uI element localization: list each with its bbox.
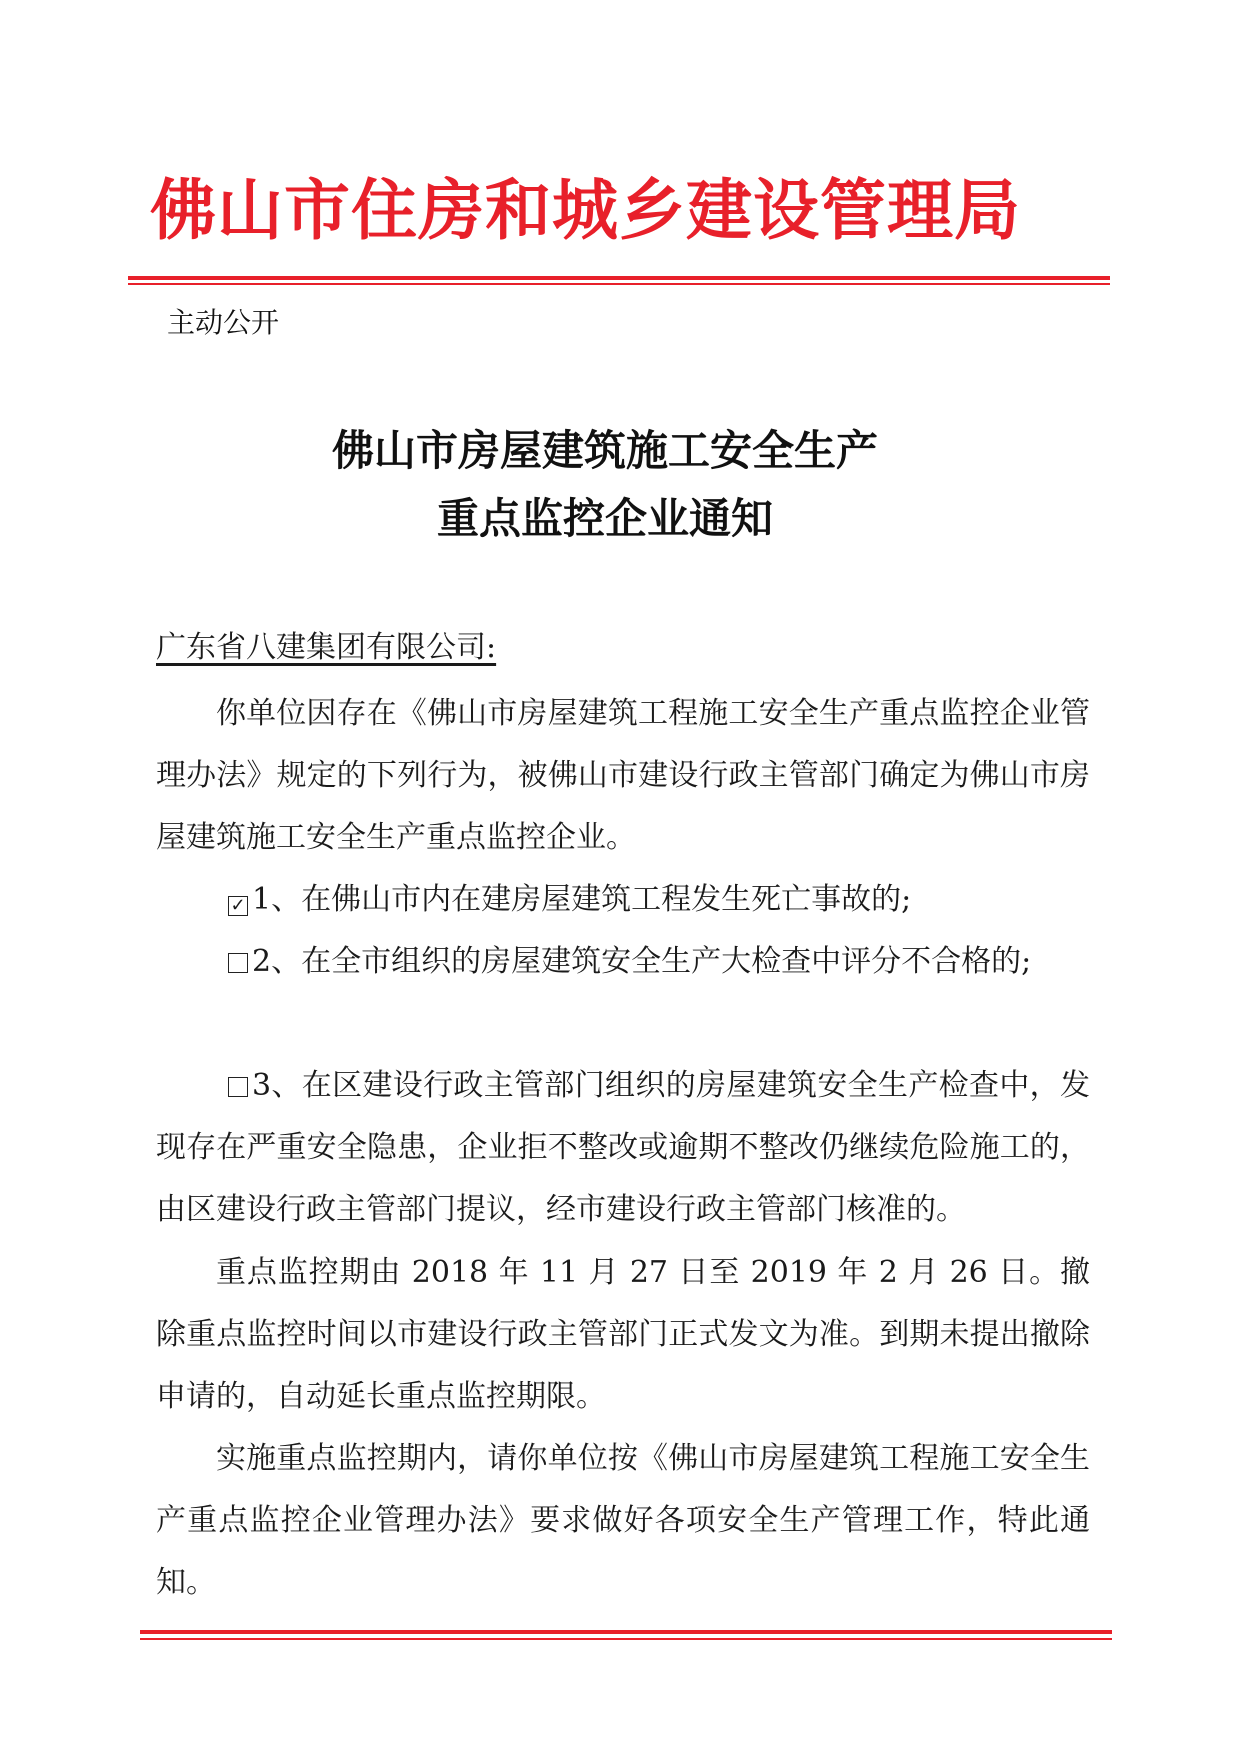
- header-divider-thick: [128, 276, 1110, 280]
- monitoring-period-paragraph: 重点监控期由 2018 年 11 月 27 日至 2019 年 2 月 26 日。撤除重点监控时间以市建设行政主管部门正式发文为准。到期未提出撤除申请的，自动延长重点监控期限。: [156, 1255, 1090, 1414]
- criterion-item-2: [156, 931, 1090, 993]
- issuing-authority-header: 佛山市住房和城乡建设管理局: [150, 172, 1021, 249]
- recipient: 广东省八建集团有限公司:: [156, 630, 497, 665]
- footer-divider-thick: [140, 1630, 1112, 1634]
- unchecked-box-icon: [228, 953, 248, 973]
- unchecked-box-icon: [228, 1077, 248, 1097]
- checked-box-icon: ✓: [228, 896, 248, 916]
- criterion-text: 3、在区建设行政主管部门组织的房屋建筑安全生产检查中，发现存在严重安全隐患，企业拒不整改或逾期不整改仍继续危险施工的，由区建设行政主管部门提议，经市建设行政主管部门核准的。: [156, 1068, 1090, 1227]
- closing-paragraph: 实施重点监控期内，请你单位按《佛山市房屋建筑工程施工安全生产重点监控企业管理办法》要求做好各项安全生产管理工作，特此通知。: [156, 1441, 1090, 1600]
- document-title-line-2: 重点监控企业通知: [436, 494, 773, 543]
- criterion-item-1: [156, 869, 1090, 931]
- document-title-line-1: 佛山市房屋建筑施工安全生产: [331, 426, 878, 475]
- intro-paragraph: 你单位因存在《佛山市房屋建筑工程施工安全生产重点监控企业管理办法》规定的下列行为，被佛山市建设行政主管部门确定为佛山市房屋建筑施工安全生产重点监控企业。: [156, 696, 1090, 855]
- disclosure-label: 主动公开: [167, 306, 280, 339]
- footer-divider-thin: [140, 1638, 1112, 1640]
- criterion-text: 1、在佛山市内在建房屋建筑工程发生死亡事故的;: [252, 882, 912, 917]
- header-divider-thin: [128, 283, 1110, 285]
- criterion-item-3: [156, 1055, 1090, 1241]
- criterion-text: 2、在全市组织的房屋建筑安全生产大检查中评分不合格的;: [252, 944, 1032, 979]
